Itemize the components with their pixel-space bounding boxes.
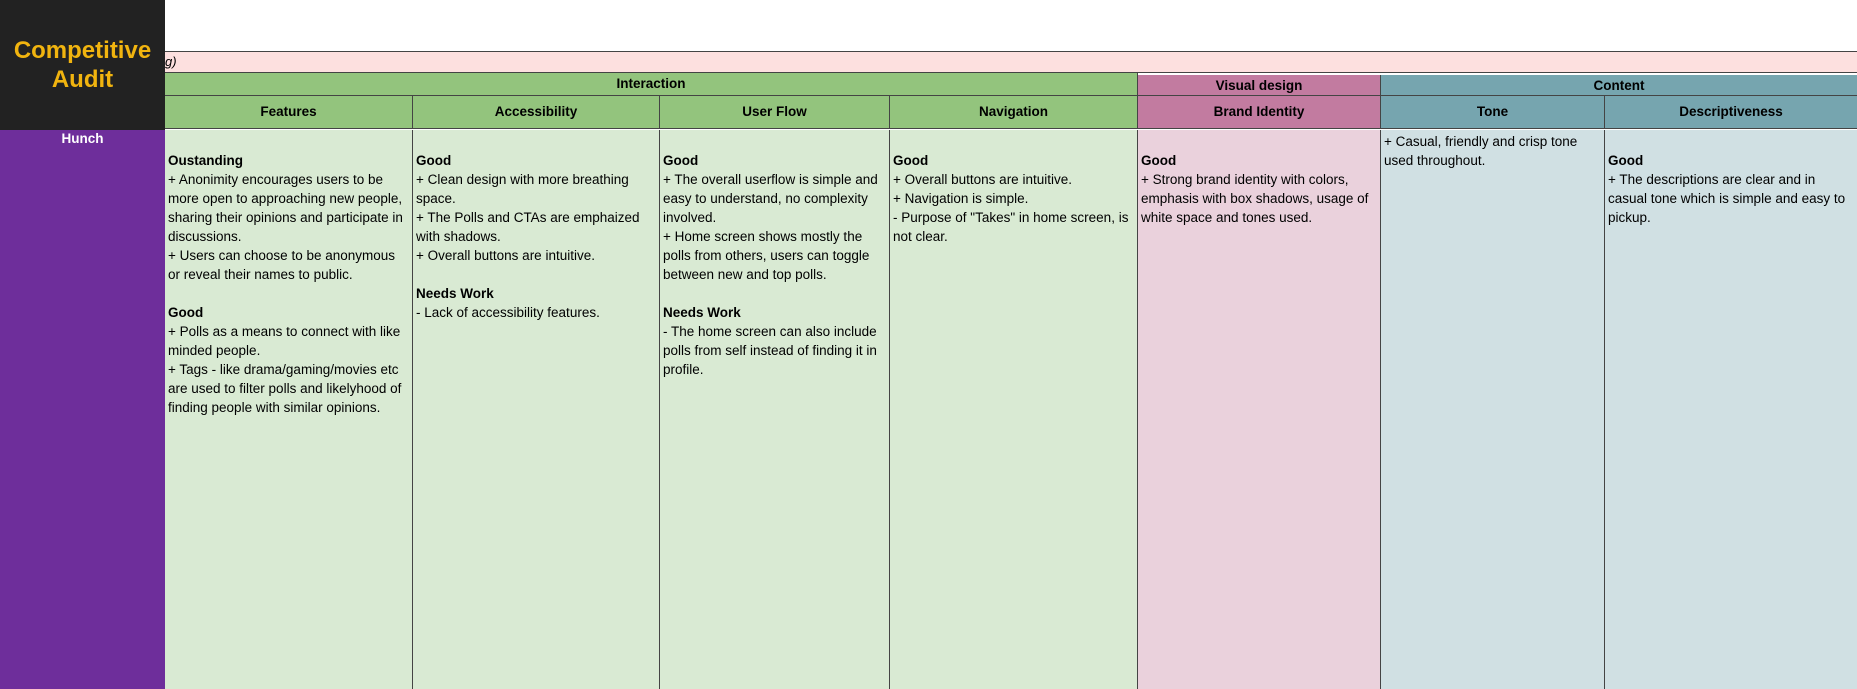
- column-header-label: Features: [260, 104, 317, 119]
- column-header-descriptiveness[interactable]: [1605, 96, 1857, 129]
- column-header-tone[interactable]: [1381, 96, 1605, 129]
- cell-user-flow[interactable]: [660, 130, 890, 689]
- group-interaction-label: Interaction: [616, 76, 686, 91]
- column-header-label: Accessibility: [494, 104, 578, 119]
- audit-title: Competitive Audit: [13, 37, 152, 93]
- cell-navigation[interactable]: [890, 130, 1138, 689]
- cell-heading: Good: [168, 305, 204, 320]
- cell-text: + Overall buttons are intuitive. + Navigation is simple. - Purpose of "Takes" in home screen, is not clear.: [893, 172, 1129, 244]
- cell-text: + The descriptions are clear and in casual tone which is simple and easy to pickup.: [1608, 172, 1846, 225]
- column-header-label: Descriptiveness: [1679, 104, 1783, 119]
- note-text: g): [165, 54, 177, 69]
- cell-accessibility[interactable]: [413, 130, 660, 689]
- group-visual-design-label: Visual design: [1215, 78, 1303, 93]
- cell-descriptiveness[interactable]: [1605, 130, 1857, 689]
- cell-heading: Good: [1608, 153, 1644, 168]
- cell-heading: Good: [416, 153, 452, 168]
- column-header-brand-identity[interactable]: [1138, 96, 1381, 129]
- blank-header-area[interactable]: [165, 0, 1857, 52]
- column-header-navigation[interactable]: [890, 96, 1138, 129]
- group-visual-design[interactable]: [1138, 75, 1381, 96]
- note-row[interactable]: [165, 52, 1857, 73]
- cell-heading: Needs Work: [663, 305, 741, 320]
- cell-text: - Lack of accessibility features.: [416, 305, 600, 320]
- cell-heading: Good: [663, 153, 699, 168]
- cell-text: + Clean design with more breathing space. + The Polls and CTAs are emphaized with shadows. + Overall buttons are intuitive.: [416, 172, 640, 263]
- group-interaction[interactable]: [165, 73, 1138, 96]
- group-content-label: Content: [1593, 78, 1645, 93]
- row-header-hunch[interactable]: [0, 130, 165, 689]
- column-header-features[interactable]: [165, 96, 413, 129]
- cell-features[interactable]: [165, 130, 413, 689]
- column-header-label: Brand Identity: [1213, 104, 1305, 119]
- cell-text: + Anonimity encourages users to be more open to approaching new people, sharing their opinions and participate in discussions. + Users can choose to be anonymous or reveal their names to public.: [168, 172, 403, 282]
- cell-heading: Good: [1141, 153, 1177, 168]
- cell-text: + Polls as a means to connect with like minded people. + Tags - like drama/gaming/movies etc are used to filter polls and likelyhood of finding people with similar opinions.: [168, 324, 402, 415]
- column-header-accessibility[interactable]: [413, 96, 660, 129]
- cell-text: + Casual, friendly and crisp tone used throughout.: [1384, 134, 1578, 168]
- cell-text: + Strong brand identity with colors, emphasis with box shadows, usage of white space and tones used.: [1141, 172, 1369, 225]
- cell-brand-identity[interactable]: [1138, 130, 1381, 689]
- cell-heading: Needs Work: [416, 286, 494, 301]
- cell-text: - The home screen can also include polls from self instead of finding it in profile.: [663, 324, 877, 377]
- cell-heading: Good: [893, 153, 929, 168]
- audit-title-cell[interactable]: [0, 0, 165, 130]
- row-header-label: Hunch: [61, 131, 104, 146]
- column-header-label: Navigation: [978, 104, 1048, 119]
- cell-tone[interactable]: [1381, 130, 1605, 689]
- column-header-label: Tone: [1476, 104, 1509, 119]
- cell-heading: Oustanding: [168, 153, 243, 168]
- column-header-label: User Flow: [742, 104, 807, 119]
- column-header-user-flow[interactable]: [660, 96, 890, 129]
- group-content[interactable]: [1381, 75, 1857, 96]
- cell-text: + The overall userflow is simple and easy to understand, no complexity involved. + Home screen shows mostly the polls from others, users can toggle between new and top polls.: [663, 172, 878, 282]
